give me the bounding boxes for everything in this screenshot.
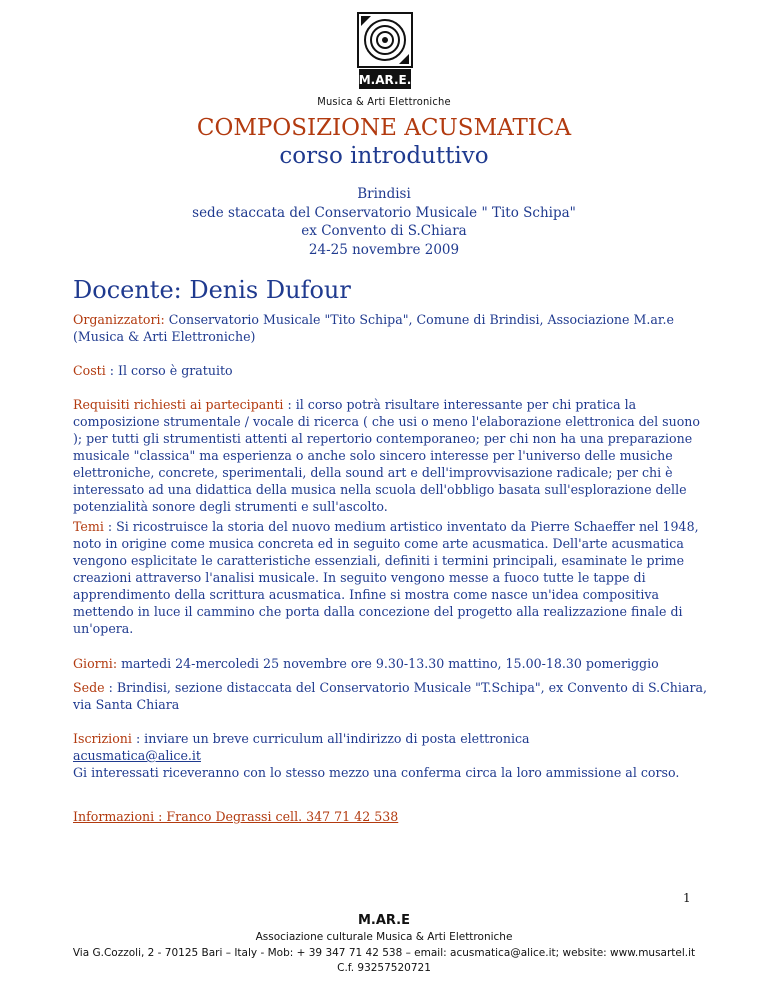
page-subtitle: corso introduttivo <box>279 143 489 169</box>
section-iscrizioni <box>73 730 713 781</box>
venue-city: Brindisi <box>357 186 411 202</box>
section-requisiti <box>73 396 713 515</box>
iscrizioni-text: : inviare un breve curriculum all'indirizzo di posta elettronica <box>131 731 530 746</box>
venue-building: ex Convento di S.Chiara <box>301 223 467 239</box>
iscrizioni-label: Iscrizioni <box>73 731 132 746</box>
section-costi <box>73 362 713 379</box>
email-link[interactable]: acusmatica@alice.it <box>73 748 201 763</box>
footer-contacts: Via G.Cozzoli, 2 - 70125 Bari – Italy - Mob: + 39 347 71 42 538 – email: acusmatica@alice.it; website: www.musartel.it <box>72 946 696 959</box>
section-organizzatori <box>73 311 713 345</box>
organizzatori-text: Conservatorio Musicale "Tito Schipa", Comune di Brindisi, Associazione M.ar.e (Musica & Arti Elettroniche) <box>73 312 674 344</box>
section-informazioni <box>73 808 713 825</box>
logo-text: M.AR.E. <box>358 73 412 87</box>
mare-logo <box>357 12 413 90</box>
temi-label: Temi <box>73 519 104 534</box>
footer-tax-code: C.f. 93257520721 <box>337 962 431 974</box>
section-temi <box>73 518 713 637</box>
venue-location: sede staccata del Conservatorio Musicale " Tito Schipa" <box>192 204 576 221</box>
requisiti-text: : il corso potrà risultare interessante per chi pratica la composizione strumentale / vocale di ricerca ( che usi o meno l'elaborazione elettronica del suono ); per tutti gli strumentisti attenti al repertorio contemporaneo; per chi non ha una preparazione musicale "classica" ma esperienza o anche solo sincero interesse per l'universo delle musiche elettroniche, concrete, sperimentali, della sound art e dell'improvvisazione radicale; per chi è interessato ad una didattica della musica nella scuola dell'obbligo basata sull'esplorazione delle potenzialità sonore degli strumenti e sull'ascolto. <box>73 397 700 514</box>
sede-text: : Brindisi, sezione distaccata del Conservatorio Musicale "T.Schipa", ex Convento di S.Chiara, via Santa Chiara <box>73 680 707 712</box>
temi-text: : Si ricostruisce la storia del nuovo medium artistico inventato da Pierre Schaeffer nel 1948, noto in origine come musica concreta ed in seguito come arte acusmatica. Dell'arte acusmatica vengono esplicitate le caratteristiche essenziali, definiti i termini principali, esaminate le prime creazioni attraverso l'analisi musicale. In seguito vengono messe a fuoco tutte le tappe di apprendimento della scrittura acusmatica. Infine si mostra come nasce un'idea compositiva mettendo in luce il cammino che porta dalla concezione del progetto alla realizzazione finale di un'opera. <box>73 519 699 636</box>
footer-association: Associazione culturale Musica & Arti Elettroniche <box>255 931 513 943</box>
sede-label: Sede <box>73 680 105 695</box>
tagline: Musica & Arti Elettroniche <box>317 95 451 108</box>
docente-heading: Docente: Denis Dufour <box>73 276 351 304</box>
section-giorni <box>73 655 713 672</box>
giorni-text: martedi 24-mercoledi 25 novembre ore 9.30-13.30 mattino, 15.00-18.30 pomeriggio <box>117 656 659 671</box>
footer-name: M.AR.E <box>357 913 410 928</box>
costi-text: : Il corso è gratuito <box>105 363 233 378</box>
requisiti-label: Requisiti richiesti ai partecipanti <box>73 397 284 412</box>
informazioni-text[interactable]: Informazioni : Franco Degrassi cell. 347 71 42 538 <box>73 809 399 824</box>
giorni-label: Giorni: <box>73 656 118 671</box>
footer <box>0 912 768 977</box>
section-sede <box>73 679 713 713</box>
costi-label: Costi <box>73 363 106 378</box>
page-number: 1 <box>683 891 691 905</box>
venue-dates: 24-25 novembre 2009 <box>308 241 460 258</box>
organizzatori-label: Organizzatori: <box>73 312 165 327</box>
page-title: COMPOSIZIONE ACUSMATICA <box>196 115 572 141</box>
iscrizioni-note: Gi interessati riceveranno con lo stesso mezzo una conferma circa la loro ammissione al corso. <box>73 765 680 780</box>
venue-block <box>0 185 768 259</box>
